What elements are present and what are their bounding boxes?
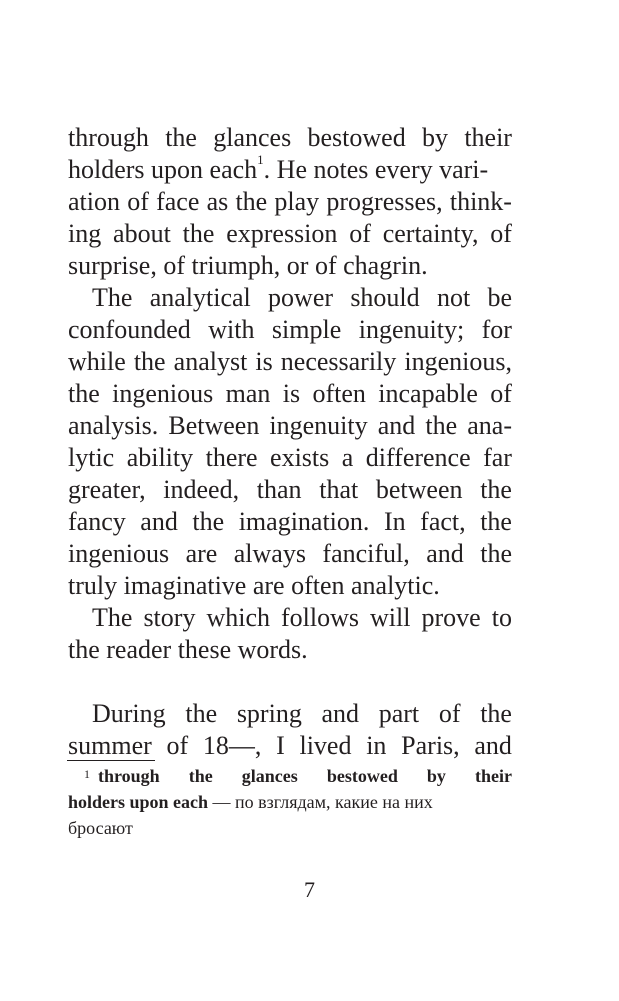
word: man bbox=[225, 379, 271, 408]
word: Paris, bbox=[401, 731, 460, 760]
text-line bbox=[68, 506, 512, 538]
word: ingenious bbox=[68, 539, 170, 568]
word: and bbox=[321, 699, 360, 728]
footnote-translation: бросают bbox=[68, 818, 133, 838]
footnote-translation: — по взглядам, какие на них bbox=[208, 792, 433, 812]
word: lytic bbox=[68, 443, 115, 472]
word: ingenuity bbox=[269, 411, 368, 440]
word: for bbox=[481, 315, 512, 344]
word: incapable bbox=[378, 379, 478, 408]
word: fanciful, bbox=[322, 539, 410, 568]
word: ana- bbox=[467, 411, 512, 440]
word: ation bbox=[68, 187, 120, 216]
word: The bbox=[92, 603, 133, 632]
word: are bbox=[185, 539, 218, 568]
word: part bbox=[378, 699, 420, 728]
word: of bbox=[349, 219, 371, 248]
word: the bbox=[480, 699, 512, 728]
word: in bbox=[366, 731, 387, 760]
word: and bbox=[474, 731, 512, 760]
word: the bbox=[480, 475, 512, 504]
text-line bbox=[92, 698, 512, 730]
word: the bbox=[133, 347, 166, 376]
text-line bbox=[68, 218, 512, 250]
word: During bbox=[92, 699, 166, 728]
word: analytical bbox=[149, 283, 251, 312]
word: of bbox=[490, 379, 512, 408]
word: there bbox=[205, 443, 258, 472]
word: their bbox=[474, 766, 512, 786]
text-fragment: . He notes every vari- bbox=[263, 155, 489, 184]
word: expression bbox=[226, 219, 338, 248]
word: follows bbox=[281, 603, 360, 632]
text-line bbox=[68, 410, 512, 442]
text-line-with-footnote bbox=[68, 154, 512, 186]
footnote-term bbox=[98, 764, 512, 788]
word: should bbox=[350, 283, 420, 312]
text-line bbox=[68, 186, 512, 218]
word: confounded bbox=[68, 315, 191, 344]
word: of bbox=[166, 731, 189, 760]
text-line bbox=[68, 730, 512, 762]
word: the bbox=[188, 766, 213, 786]
word: to bbox=[491, 603, 512, 632]
word: power bbox=[268, 283, 334, 312]
word: often bbox=[312, 379, 366, 408]
word: of bbox=[438, 699, 461, 728]
text-line bbox=[92, 282, 512, 314]
footnote-line bbox=[68, 790, 512, 814]
word: necessarily bbox=[280, 347, 397, 376]
word: think- bbox=[449, 187, 512, 216]
word: lived bbox=[299, 731, 352, 760]
word: analyst bbox=[173, 347, 248, 376]
word: ing bbox=[68, 219, 102, 248]
word: of bbox=[490, 219, 512, 248]
word: while bbox=[68, 347, 126, 376]
word: not bbox=[436, 283, 471, 312]
word: I bbox=[276, 731, 285, 760]
word: ingenious bbox=[112, 379, 214, 408]
word: a bbox=[341, 443, 354, 472]
text-fragment: holders upon each bbox=[68, 155, 258, 184]
word: bestowed bbox=[307, 123, 406, 152]
word: and bbox=[377, 411, 416, 440]
word: the bbox=[68, 379, 100, 408]
word: the bbox=[165, 123, 197, 152]
text-line bbox=[68, 474, 512, 506]
word: story bbox=[143, 603, 196, 632]
footnote-number: 1 bbox=[84, 767, 90, 781]
word: play bbox=[274, 187, 320, 216]
word: The bbox=[92, 283, 133, 312]
word: imagination. bbox=[238, 507, 370, 536]
word: fact, bbox=[420, 507, 466, 536]
word: In bbox=[383, 507, 406, 536]
text-line bbox=[92, 602, 512, 634]
word: their bbox=[464, 123, 512, 152]
word: is bbox=[282, 379, 301, 408]
text-line: truly imaginative are often analytic. bbox=[68, 571, 440, 600]
footnote-divider bbox=[67, 760, 155, 761]
word: the bbox=[235, 187, 268, 216]
word: the bbox=[182, 219, 215, 248]
word: the bbox=[192, 507, 225, 536]
word: than bbox=[256, 475, 302, 504]
word: 18—, bbox=[202, 731, 262, 760]
word: ingenuity; bbox=[358, 315, 465, 344]
word: is bbox=[255, 347, 273, 376]
text-line: the reader these words. bbox=[68, 635, 308, 664]
word: the bbox=[480, 539, 512, 568]
word: ingenious, bbox=[404, 347, 512, 376]
word: which bbox=[206, 603, 270, 632]
word: that bbox=[319, 475, 359, 504]
text-line bbox=[68, 346, 512, 378]
word: by bbox=[422, 123, 449, 152]
word: as bbox=[206, 187, 229, 216]
word: progresses, bbox=[326, 187, 443, 216]
word: spring bbox=[236, 699, 302, 728]
word: will bbox=[370, 603, 411, 632]
word: certainty, bbox=[382, 219, 479, 248]
word: prove bbox=[421, 603, 481, 632]
text-line bbox=[68, 314, 512, 346]
word: with bbox=[208, 315, 255, 344]
word: simple bbox=[271, 315, 342, 344]
word: indeed, bbox=[163, 475, 240, 504]
text-line bbox=[68, 122, 512, 154]
word: greater, bbox=[68, 475, 146, 504]
word: far bbox=[483, 443, 512, 472]
page-number: 7 bbox=[304, 877, 315, 902]
word: summer bbox=[68, 731, 152, 760]
word: through bbox=[68, 123, 149, 152]
word: bestowed bbox=[326, 766, 398, 786]
word: fancy bbox=[68, 507, 126, 536]
word: the bbox=[185, 699, 218, 728]
word: and bbox=[426, 539, 464, 568]
footnote-line bbox=[84, 764, 512, 788]
word: be bbox=[487, 283, 512, 312]
word: face bbox=[156, 187, 200, 216]
text-line bbox=[68, 442, 512, 474]
footnote-reference[interactable]: 1 bbox=[257, 152, 264, 167]
word: between bbox=[375, 475, 463, 504]
word: and bbox=[140, 507, 178, 536]
word: the bbox=[425, 411, 458, 440]
word: analysis. bbox=[68, 411, 159, 440]
word: about bbox=[113, 219, 171, 248]
word: always bbox=[233, 539, 306, 568]
text-line: surprise, of triumph, or of chagrin. bbox=[68, 251, 428, 280]
text-line bbox=[68, 378, 512, 410]
word: glances bbox=[241, 766, 298, 786]
word: Between bbox=[168, 411, 260, 440]
word: glances bbox=[213, 123, 292, 152]
text-line bbox=[68, 538, 512, 570]
word: by bbox=[426, 766, 446, 786]
word: the bbox=[480, 507, 512, 536]
word: ability bbox=[126, 443, 194, 472]
word: of bbox=[127, 187, 149, 216]
word: exists bbox=[270, 443, 330, 472]
footnote-line bbox=[68, 816, 512, 840]
word: through bbox=[98, 766, 160, 786]
word: difference bbox=[365, 443, 471, 472]
footnote-term: holders upon each bbox=[68, 792, 209, 812]
